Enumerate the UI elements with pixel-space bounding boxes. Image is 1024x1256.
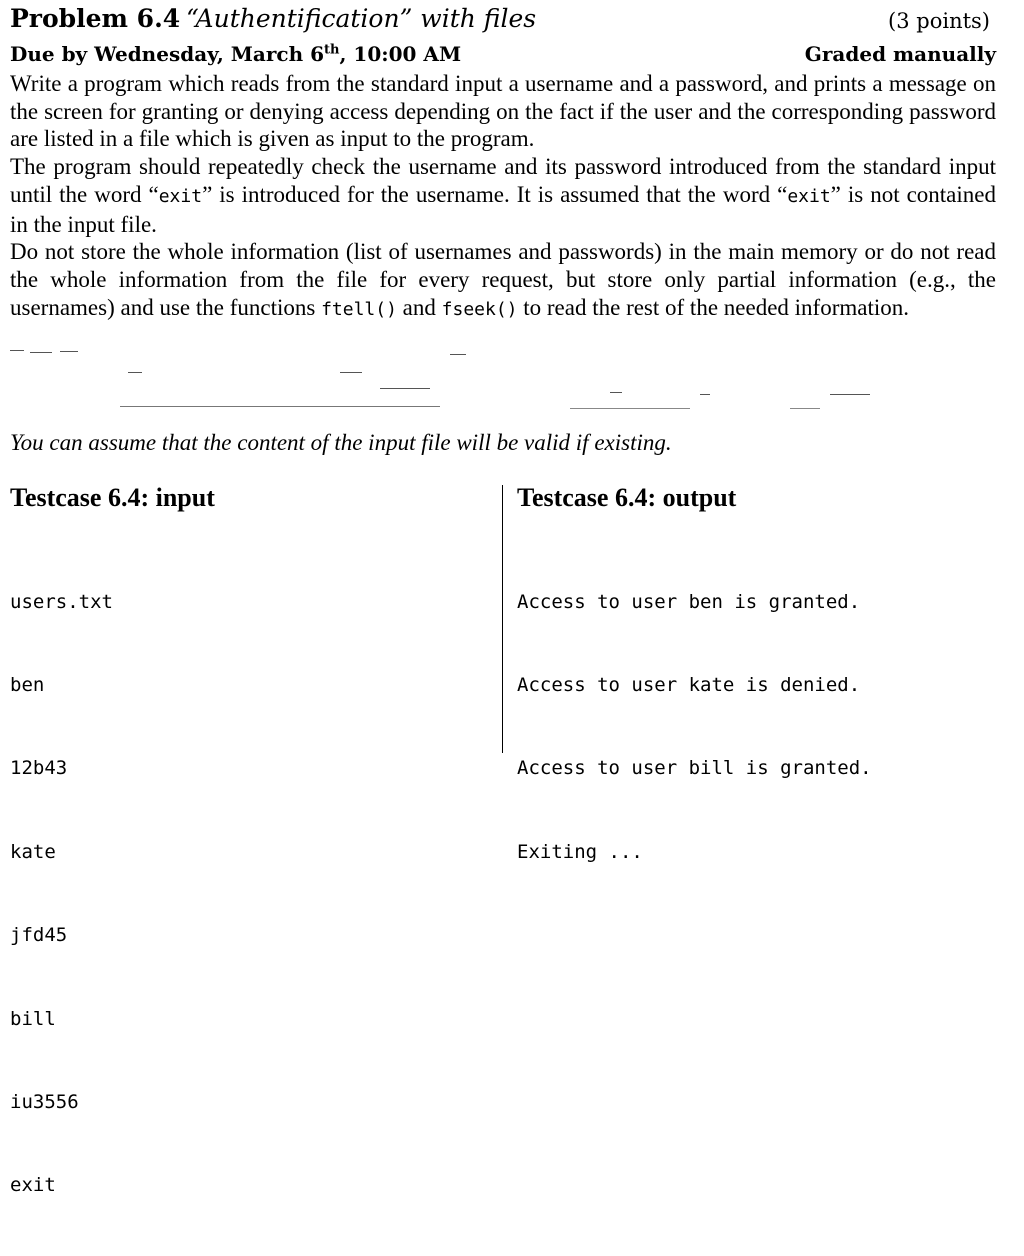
paragraph-task: Write a program which reads from the standard input a username and a password, and prints a message on the screen for granting or denying access depending on the fact if the user and the corresponding password are listed in a file which is given as input to the program. [10, 71, 996, 152]
problem-page [10, 0, 996, 1197]
cropped-text-fragments [10, 350, 996, 410]
problem-points: (3 points) [888, 9, 990, 33]
output-line: Access to user kate is denied. [517, 673, 861, 696]
due-date: Due by Wednesday, March 6th, 10:00 AM [10, 42, 462, 66]
testcase-output-lines [517, 533, 872, 922]
problem-header [10, 4, 990, 40]
testcase-output-title: Testcase 6.4: output [517, 483, 737, 512]
problem-title: “Authentification” with files [186, 4, 537, 33]
input-line: 12b43 [10, 757, 68, 780]
input-line: jfd45 [10, 924, 68, 947]
paragraph-loop: The program should repeatedly check the username and its password introduced from the standard input until the word “exit” is introduced for the username. It is assumed that the word “exit” is not contained in the input file. [10, 154, 996, 237]
input-line: iu3556 [10, 1090, 79, 1113]
input-line: ben [10, 673, 45, 696]
testcase-divider [502, 485, 503, 753]
output-line: Exiting ... [517, 840, 643, 863]
assumption-note: You can assume that the content of the input file will be valid if existing. [10, 430, 672, 455]
input-line: users.txt [10, 590, 113, 613]
problem-label: Problem 6.4 [10, 4, 181, 33]
input-line: kate [10, 840, 56, 863]
testcase-input-lines [10, 533, 113, 1256]
grading-mode: Graded manually [804, 42, 996, 66]
input-line: bill [10, 1007, 56, 1030]
input-line: exit [10, 1174, 56, 1197]
output-line: Access to user ben is granted. [517, 590, 861, 613]
due-row [10, 42, 996, 70]
paragraph-memory: Do not store the whole information (list of usernames and passwords) in the main memory or do not read the whole information from the file for every request, but store only partial information (e.g., the usernames) and use the functions ftell() and fseek() to read the rest of the needed information. [10, 239, 996, 320]
testcase-input-title: Testcase 6.4: input [10, 483, 215, 512]
output-line: Access to user bill is granted. [517, 757, 872, 780]
problem-description [10, 70, 996, 323]
